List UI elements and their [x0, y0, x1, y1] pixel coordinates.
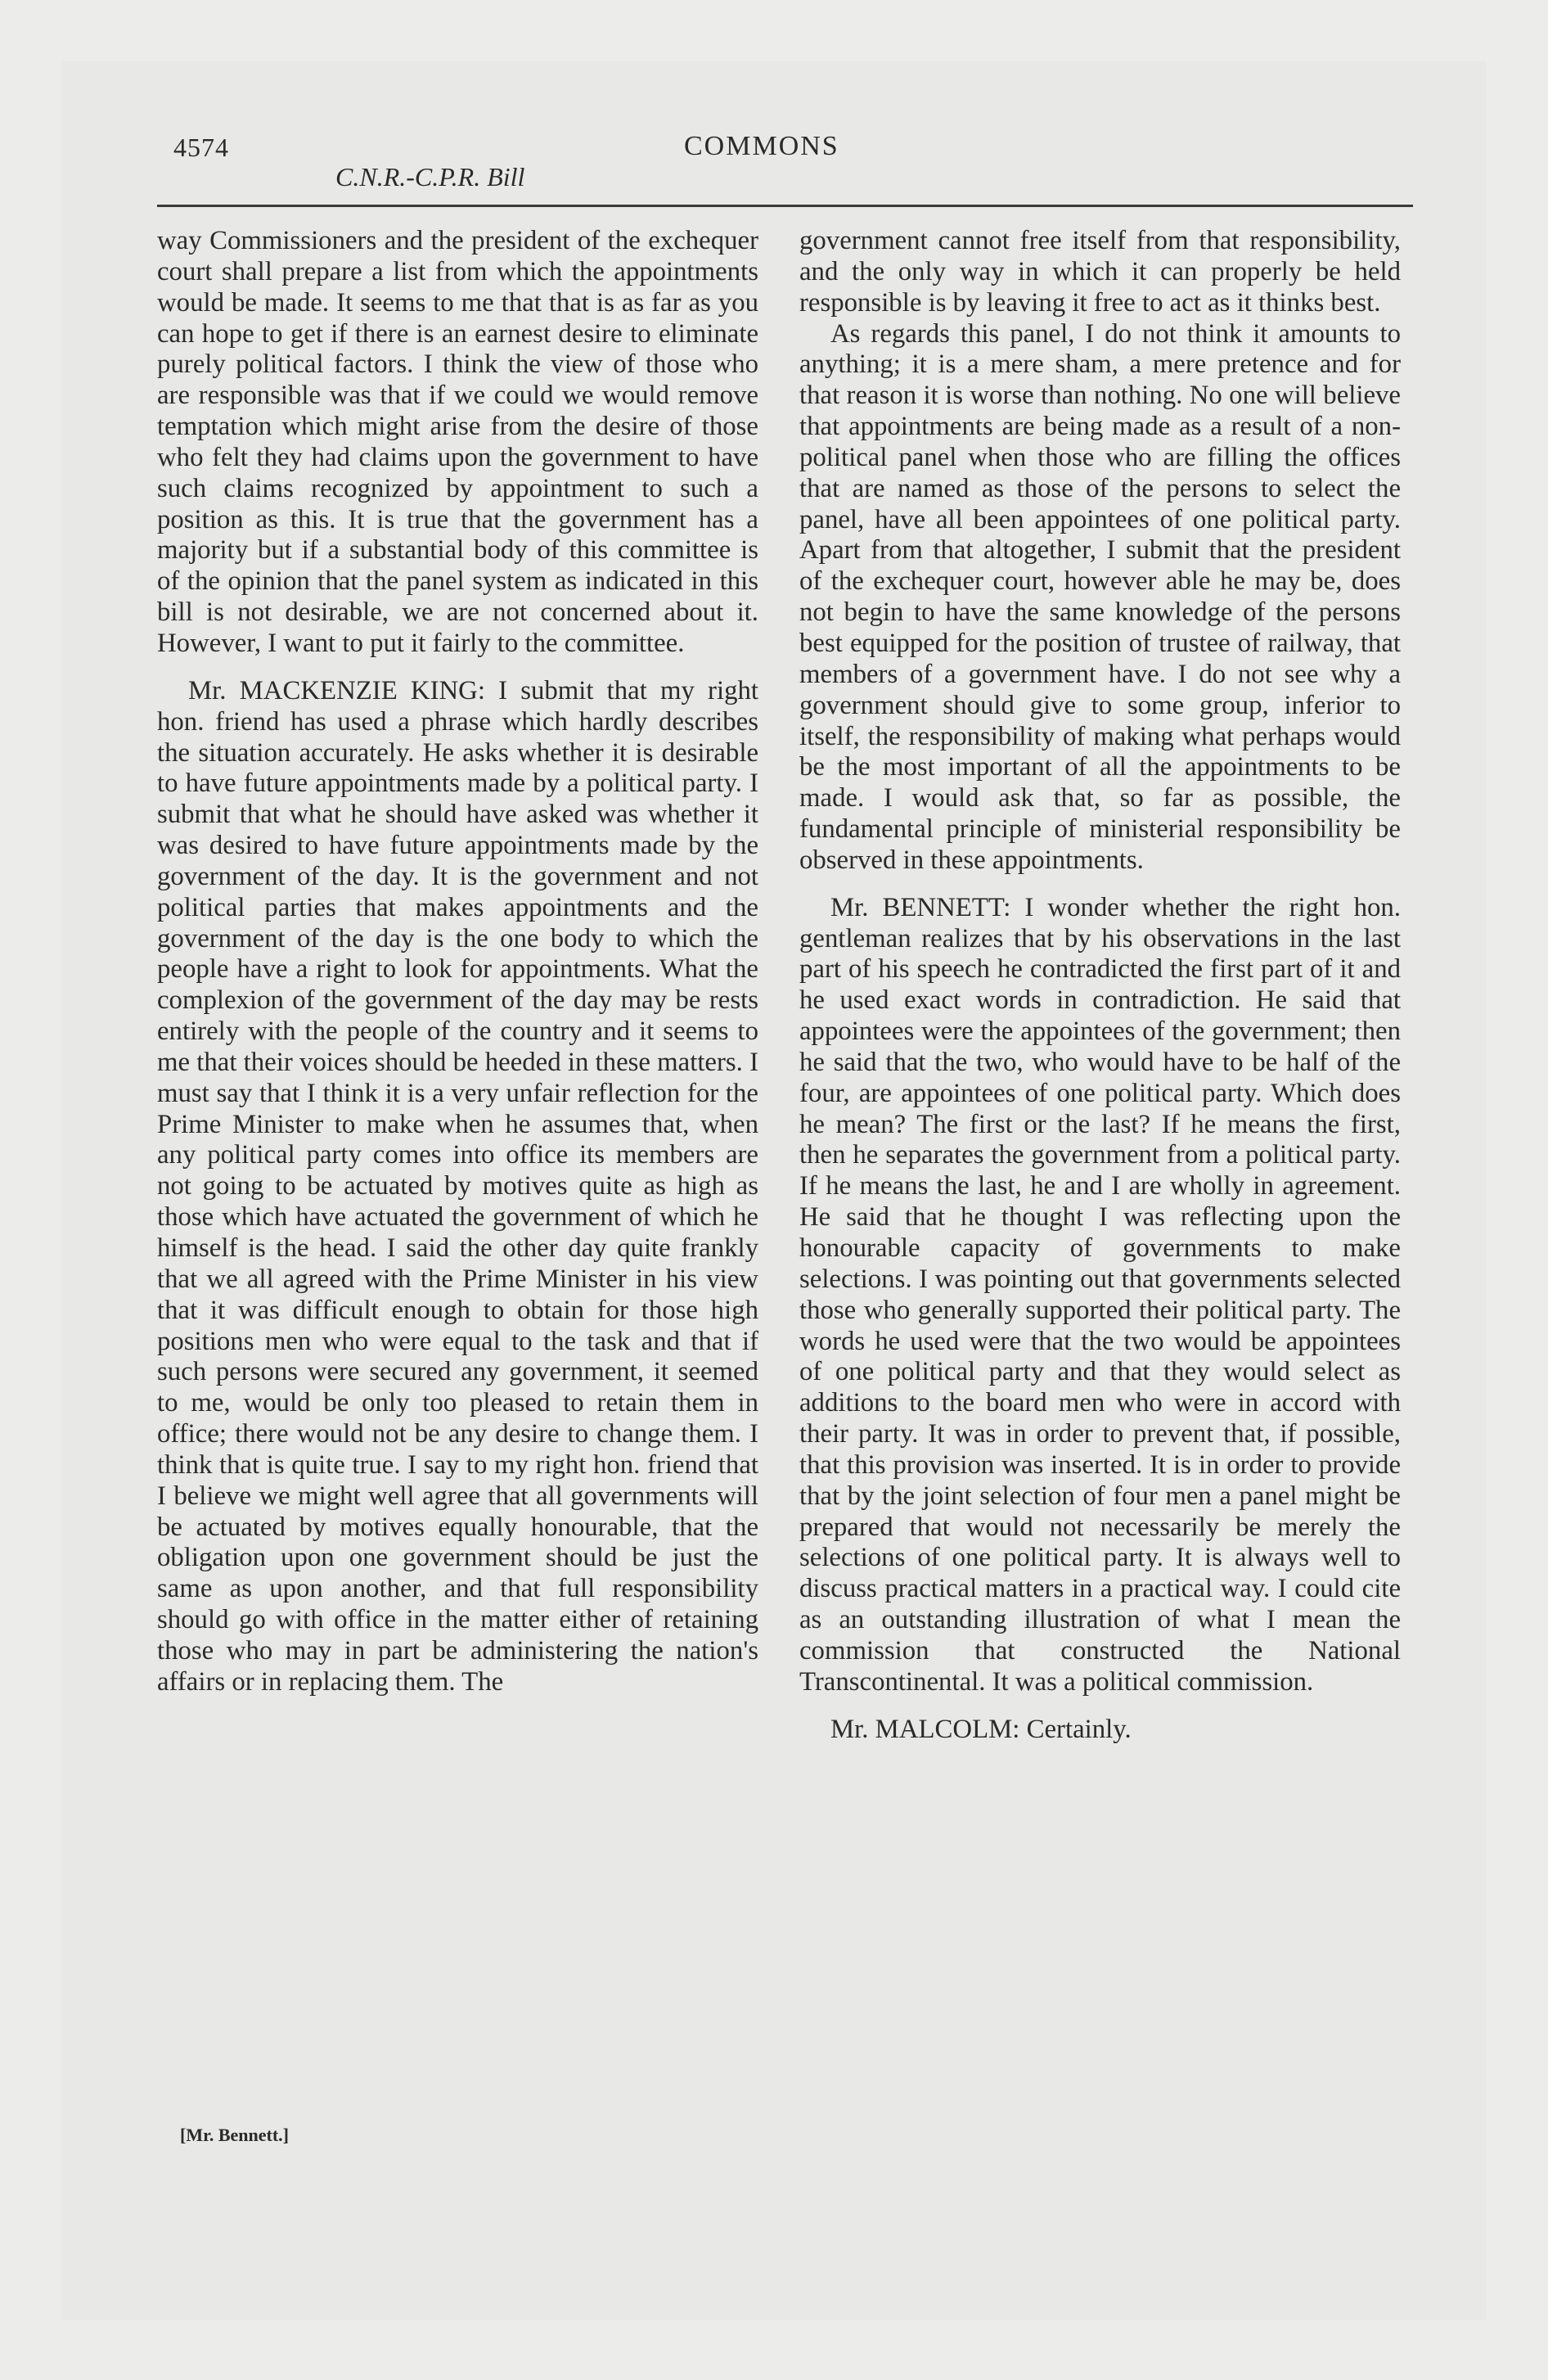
paragraph: government cannot free itself from that responsibility, and the only way in which it can properly be held responsible is by leaving it free to act as it thinks best.: [799, 226, 1401, 318]
paragraph: way Commissioners and the president of the exchequer court shall prepare a list from which the appointments would be made. It seems to me that that is as far as you can hope to get if there is an earnest desire to eliminate purely political factors. I think the view of those who are responsible was that if we could we would remove temptation which might arise from the desire of those who felt they had claims upon the government to have such claims recognized by appointment to such a position as this. It is true that the government has a majority but if a substantial body of this committee is of the opinion that the panel system as indicated in this bill is not desirable, we are not concerned about it. However, I want to put it fairly to the committee.: [157, 226, 758, 658]
left-column: [157, 226, 758, 1698]
section-title: COMMONS: [684, 131, 839, 161]
running-title: C.N.R.-C.P.R. Bill: [335, 162, 525, 192]
paragraph: As regards this panel, I do not think it amounts to anything; it is a mere sham, a mere pretence and for that reason it is worse than nothing. No one will believe that appointments are being made as a result of a non-political panel when those who are filling the offices that are named as those of the persons to select the panel, have all been appointees of one political party. Apart from that altogether, I submit that the president of the exchequer court, however able he may be, does not begin to have the same knowledge of the persons best equipped for the position of trustee of railway, that members of a government have. I do not see why a government should give to some group, inferior to itself, the responsibility of making what perhaps would be the most important of all the appointments to be made. I would ask that, so far as possible, the fundamental principle of ministerial responsibility be observed in these appointments.: [799, 318, 1401, 875]
right-column: [799, 226, 1401, 1746]
speech-mackenzie-king: Mr. MACKENZIE KING: I submit that my right hon. friend has used a phrase which hardly describes the situation accurately. He asks whether it is desirable to have future appointments made by a political party. I submit that what he should have asked was whether it was desired to have future appointments made by the government of the day. It is the government and not political parties that makes appointments and the government of the day is the one body to which the people have a right to look for appointments. What the complexion of the government of the day may be rests entirely with the people of the country and it seems to me that their voices should be heeded in these matters. I must say that I think it is a very unfair reflection for the Prime Minister to make when he assumes that, when any political party comes into office its members are not going to be actuated by motives quite as high as those which have actuated the government of which he himself is the head. I said the other day quite frankly that we all agreed with the Prime Minister in his view that it was difficult enough to obtain for those high positions men who were equal to the task and that if such persons were secured any government, it seemed to me, would be only too pleased to retain them in office; there would not be any desire to change them. I think that is quite true. I say to my right hon. friend that I believe we might well agree that all governments will be actuated by motives equally honourable, that the obligation upon one government should be just the same as upon another, and that full responsibility should go with office in the matter either of retaining those who may in part be administering the nation's affairs or in replacing them. The: [157, 675, 758, 1697]
header-rule: [157, 205, 1413, 207]
speaker-attribution: [Mr. Bennett.]: [180, 2125, 289, 2145]
speech-malcolm: Mr. MALCOLM: Certainly.: [830, 1714, 1132, 1744]
speech-bennett: Mr. BENNETT: I wonder whether the right hon. gentleman realizes that by his observations in the last part of his speech he contradicted the first part of it and he used exact words in contradiction. He said that appointees were the appointees of the government; then he said that the two, who would have to be half of the four, are appointees of one political party. Which does he mean? The first or the last? If he means the first, then he separates the government from a political party. If he means the last, he and I are wholly in agreement. He said that he thought I was reflecting upon the honourable capacity of governments to make selections. I was pointing out that governments selected those who generally supported their political party. The words he used were that the two would be appointees of one political party and that they would select as additions to the board men who were in accord with their party. It was in order to prevent that, if possible, that this provision was inserted. It is in order to provide that by the joint selection of four men a panel might be prepared that would not necessarily be merely the selections of one political party. It is always well to discuss practical matters in a practical way. I could cite as an outstanding illustration of what I mean the commission that constructed the National Transcontinental. It was a political commission.: [799, 892, 1401, 1697]
page-number: 4574: [173, 133, 229, 162]
